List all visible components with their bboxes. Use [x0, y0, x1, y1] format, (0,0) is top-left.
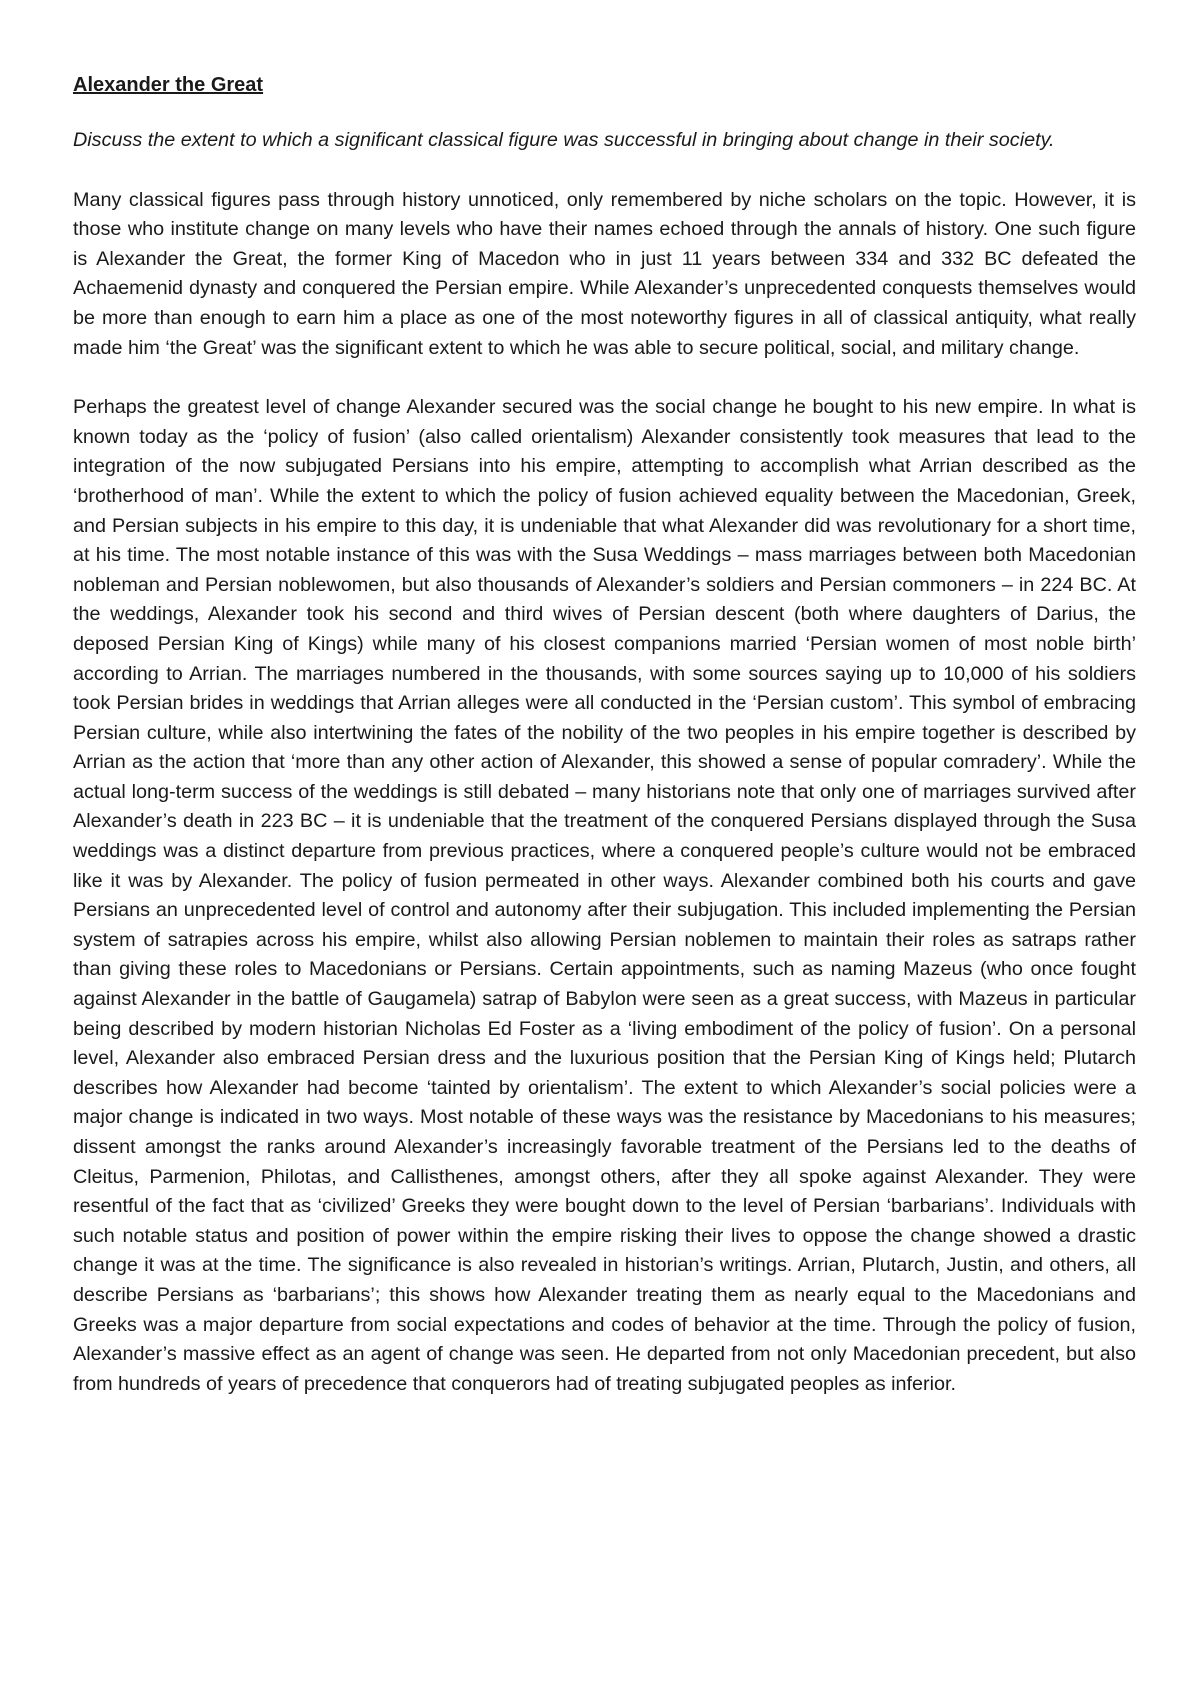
paragraph-introduction: Many classical figures pass through history unnoticed, only remembered by niche scholars on the topic. However, it is those who institute change on many levels who have their names echoed through the annals of history. One such figure is Alexander the Great, the former King of Macedon who in just 11 years between 334 and 332 BC defeated the Achaemenid dynasty and conquered the Persian empire. While Alexander’s unprecedented conquests themselves would be more than enough to earn him a place as one of the most noteworthy figures in all of classical antiquity, what really made him ‘the Great’ was the significant extent to which he was able to secure political, social, and military change. [73, 188, 1136, 359]
document-title: Alexander the Great [73, 74, 264, 96]
document-page [73, 70, 1136, 1399]
essay-question: Discuss the extent to which a significant classical figure was successful in bringing about change in their society. [73, 129, 1055, 151]
paragraph-social-change: Perhaps the greatest level of change Alexander secured was the social change he bought to his new empire. In what is known today as the ‘policy of fusion’ (also called orientalism) Alexander consistently took measures that lead to the integration of the now subjugated Persians into his empire, attempting to accomplish what Arrian described as the ‘brotherhood of man’. While the extent to which the policy of fusion achieved equality between the Macedonian, Greek, and Persian subjects in his empire to this day, it is undeniable that what Alexander did was revolutionary for a short time, at his time. The most notable instance of this was with the Susa Weddings – mass marriages between both Macedonian nobleman and Persian noblewomen, but also thousands of Alexander’s soldiers and Persian commoners – in 224 BC. At the weddings, Alexander took his second and third wives of Persian descent (both where daughters of Darius, the deposed Persian King of Kings) while many of his closest companions married ‘Persian women of most noble birth’ according to Arrian. The marriages numbered in the thousands, with some sources saying up to 10,000 of his soldiers took Persian brides in weddings that Arrian alleges were all conducted in the ‘Persian custom’. This symbol of embracing Persian culture, while also intertwining the fates of the nobility of the two peoples in his empire together is described by Arrian as the action that ‘more than any other action of Alexander, this showed a sense of popular comradery’. While the actual long-term success of the weddings is still debated – many historians note that only one of marriages survived after Alexander’s death in 223 BC – it is undeniable that the treatment of the conquered Persians displayed through the Susa weddings was a distinct departure from previous practices, where a conquered people’s culture would not be embraced like it was by Alexander. The policy of fusion permeated in other ways. Alexander combined both his courts and gave Persians an unprecedented level of control and autonomy after their subjugation. This included implementing the Persian system of satrapies across his empire, whilst also allowing Persian noblemen to maintain their roles as satraps rather than giving these roles to Macedonians or Persians. Certain appointments, such as naming Mazeus (who once fought against Alexander in the battle of Gaugamela) satrap of Babylon were seen as a great success, with Mazeus in particular being described by modern historian Nicholas Ed Foster as a ‘living embodiment of the policy of fusion’. On a personal level, Alexander also embraced Persian dress and the luxurious position that the Persian King of Kings held; Plutarch describes how Alexander had become ‘tainted by orientalism’. The extent to which Alexander’s social policies were a major change is indicated in two ways. Most notable of these ways was the resistance by Macedonians to his measures; dissent amongst the ranks around Alexander’s increasingly favorable treatment of the Persians led to the deaths of Cleitus, Parmenion, Philotas, and Callisthenes, amongst others, after they all spoke against Alexander. They were resentful of the fact that as ‘civilized’ Greeks they were bought down to the level of Persian ‘barbarians’. Individuals with such notable status and position of power within the empire risking their lives to oppose the change showed a drastic change it was at the time. The significance is also revealed in historian’s writings. Arrian, Plutarch, Justin, and others, all describe Persians as ‘barbarians’; this shows how Alexander treating them as nearly equal to the Macedonians and Greeks was a major departure from social expectations and codes of behavior at the time. Through the policy of fusion, Alexander’s massive effect as an agent of change was seen. He departed from not only Macedonian precedent, but also from hundreds of years of precedence that conquerors had of treating subjugated peoples as inferior. [73, 396, 1136, 1395]
